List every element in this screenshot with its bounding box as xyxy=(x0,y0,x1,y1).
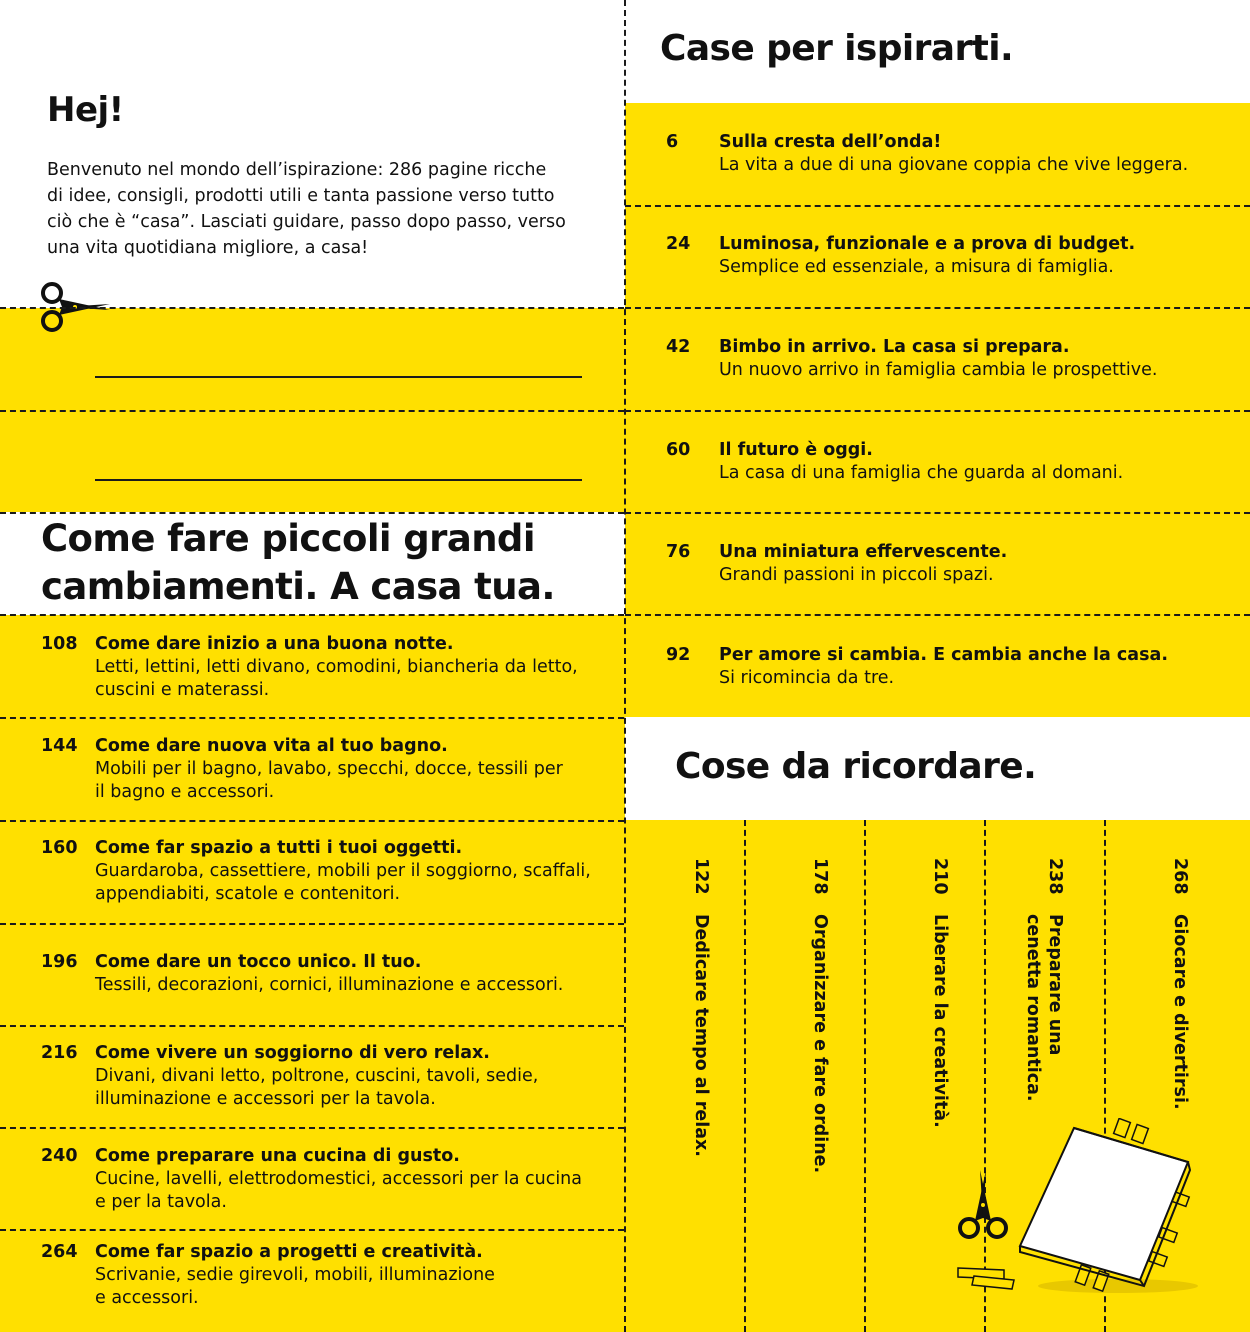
entry-title: Luminosa, funzionale e a prova di budget. xyxy=(719,234,1136,254)
notepad-illustration xyxy=(1008,1118,1198,1294)
intro-text: Benvenuto nel mondo dell’ispirazione: 286 pagine ricche di idee, consigli, prodotti utili e tanta passione verso tutto ciò che è “casa”. Lasciati guidare, passo dopo passo, verso una vita quotidiana migliore, a casa! xyxy=(47,160,566,258)
reminder-page: 238 xyxy=(1045,858,1065,895)
entry-description: Semplice ed essenziale, a misura di famiglia. xyxy=(719,257,1114,277)
column-cut-line xyxy=(984,820,986,1332)
entry-description: Guardaroba, cassettiere, mobili per il soggiorno, scaffali, xyxy=(95,861,591,881)
entry-page: 6 xyxy=(666,132,679,152)
reminder-text: Dedicare tempo al relax. xyxy=(691,914,711,1157)
entry-title: Sulla cresta dell’onda! xyxy=(719,132,942,152)
entry-description: e accessori. xyxy=(95,1288,199,1308)
entry-page: 60 xyxy=(666,440,691,460)
entry-description: e per la tavola. xyxy=(95,1192,227,1212)
intro-title: Hej! xyxy=(47,90,124,130)
entry-title: Bimbo in arrivo. La casa si prepara. xyxy=(719,337,1070,357)
cut-line xyxy=(0,410,624,412)
entry-page: 42 xyxy=(666,337,691,357)
reminder-item xyxy=(911,858,951,1218)
home-entry xyxy=(666,336,1226,386)
column-cut-line xyxy=(744,820,746,1332)
entry-title: Una miniatura effervescente. xyxy=(719,542,1008,562)
cut-line xyxy=(0,717,624,719)
entry-title: Il futuro è oggi. xyxy=(719,440,873,460)
entry-description: Letti, lettini, letti divano, comodini, biancheria da letto, xyxy=(95,657,578,677)
entry-title: Come far spazio a progetti e creatività. xyxy=(95,1242,483,1262)
scissors-icon xyxy=(956,1166,1012,1242)
entry-page: 108 xyxy=(41,634,78,654)
reminder-text: Liberare la creatività. xyxy=(930,914,950,1128)
entry-page: 196 xyxy=(41,952,78,972)
entry-description: cuscini e materassi. xyxy=(95,680,270,700)
entry-description: Si ricomincia da tre. xyxy=(719,668,895,688)
entry-title: Per amore si cambia. E cambia anche la casa. xyxy=(719,645,1168,665)
entry-description: Divani, divani letto, poltrone, cuscini, tavoli, sedie, xyxy=(95,1066,539,1086)
reminder-text: cenetta romantica. xyxy=(1023,914,1043,1102)
note-line xyxy=(95,376,582,378)
reminder-text: Organizzare e fare ordine. xyxy=(810,914,830,1174)
home-entry xyxy=(666,131,1226,181)
entry-description: Cucine, lavelli, elettrodomestici, accessori per la cucina xyxy=(95,1169,583,1189)
contents-entry xyxy=(41,735,621,805)
entry-description: Grandi passioni in piccoli spazi. xyxy=(719,565,994,585)
contents-entry xyxy=(41,633,621,703)
entry-title: Come dare nuova vita al tuo bagno. xyxy=(95,736,448,756)
entry-description: appendiabiti, scatole e contenitori. xyxy=(95,884,401,904)
entry-page: 92 xyxy=(666,645,691,665)
entry-page: 216 xyxy=(41,1043,78,1063)
entry-description: Scrivanie, sedie girevoli, mobili, illuminazione xyxy=(95,1265,495,1285)
entry-page: 24 xyxy=(666,234,691,254)
contents-entry xyxy=(41,1241,621,1311)
reminders-title: Cose da ricordare. xyxy=(675,746,1037,787)
column-cut-line xyxy=(864,820,866,1332)
reminder-text: Giocare e divertirsi. xyxy=(1170,914,1190,1110)
entry-page: 240 xyxy=(41,1146,78,1166)
home-entry xyxy=(666,541,1226,591)
home-entry xyxy=(666,233,1226,283)
entry-page: 76 xyxy=(666,542,691,562)
left-section-title: Come fare piccoli grandi cambiamenti. A casa tua. xyxy=(41,517,555,608)
entry-page: 160 xyxy=(41,838,78,858)
entry-description: il bagno e accessori. xyxy=(95,782,275,802)
reminder-page: 210 xyxy=(930,858,950,895)
reminder-text: Preparare una xyxy=(1045,914,1065,1056)
entry-title: Come vivere un soggiorno di vero relax. xyxy=(95,1043,490,1063)
contents-entry xyxy=(41,951,621,1001)
cut-line xyxy=(625,410,1250,412)
reminder-page: 178 xyxy=(810,858,830,895)
entry-description: Un nuovo arrivo in famiglia cambia le prospettive. xyxy=(719,360,1158,380)
cut-line xyxy=(0,614,624,616)
entry-description: La casa di una famiglia che guarda al domani. xyxy=(719,463,1124,483)
entry-title: Come far spazio a tutti i tuoi oggetti. xyxy=(95,838,463,858)
cut-line xyxy=(625,512,1250,514)
center-cut-line xyxy=(624,0,626,1332)
entry-description: Mobili per il bagno, lavabo, specchi, docce, tessili per xyxy=(95,759,563,779)
contents-entry xyxy=(41,1145,621,1215)
cut-line xyxy=(0,1025,624,1027)
note-line xyxy=(95,479,582,481)
cut-line xyxy=(0,820,624,822)
entry-page: 264 xyxy=(41,1242,78,1262)
entry-title: Come dare inizio a una buona notte. xyxy=(95,634,454,654)
entry-page: 144 xyxy=(41,736,78,756)
entry-title: Come preparare una cucina di gusto. xyxy=(95,1146,460,1166)
home-entry xyxy=(666,439,1226,489)
reminder-item xyxy=(791,858,831,1218)
reminder-item xyxy=(672,858,712,1218)
cut-line xyxy=(0,512,624,514)
cut-line xyxy=(625,205,1250,207)
cut-line xyxy=(0,307,624,309)
cut-line xyxy=(625,614,1250,616)
cut-line xyxy=(625,307,1250,309)
reminder-page: 268 xyxy=(1170,858,1190,895)
cut-line xyxy=(0,923,624,925)
cut-line xyxy=(0,1127,624,1129)
entry-description: La vita a due di una giovane coppia che vive leggera. xyxy=(719,155,1189,175)
home-entry xyxy=(666,644,1226,694)
entry-title: Come dare un tocco unico. Il tuo. xyxy=(95,952,422,972)
reminder-page: 122 xyxy=(691,858,711,895)
entry-description: illuminazione e accessori per la tavola. xyxy=(95,1089,436,1109)
contents-entry xyxy=(41,837,621,907)
cut-line xyxy=(0,1229,624,1231)
entry-description: Tessili, decorazioni, cornici, illuminazione e accessori. xyxy=(95,975,564,995)
right-section-title: Case per ispirarti. xyxy=(660,28,1014,69)
contents-entry xyxy=(41,1042,621,1112)
